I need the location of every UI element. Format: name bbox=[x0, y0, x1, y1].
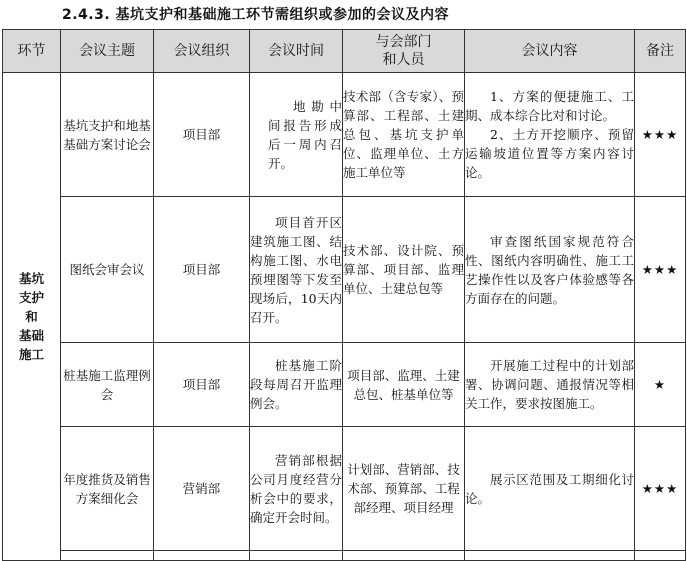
time-cell: 地勘中间报告形成后一周内召开。 bbox=[250, 73, 343, 197]
content-paragraph: 1、方案的便捷施工、工期、成本综合比对和讨论。 bbox=[465, 89, 634, 123]
header-topic: 会议主题 bbox=[61, 30, 154, 73]
content-paragraph: 2、土方开挖顺序、预留运输坡道位置等方案内容讨论。 bbox=[465, 127, 634, 180]
header-organizer: 会议组织 bbox=[154, 30, 250, 73]
header-content: 会议内容 bbox=[465, 30, 635, 73]
time-cell: 项目首开区建筑施工图、结构施工图、水电预埋图等下发至现场后，10天内召开。 bbox=[250, 197, 343, 343]
time-cell: 营销部根据公司月度经营分析会中的要求，确定开会时间。 bbox=[250, 427, 343, 551]
table-row bbox=[3, 343, 686, 427]
participants-cell: 技术部（含专家）、预算部、工程部、土建总包、基坑支护单位、监理单位、土方施工单位等 bbox=[343, 73, 465, 197]
empty-cell bbox=[154, 551, 250, 561]
participants-cell: 技术部、设计院、预算部、项目部、监理单位、土建总包等 bbox=[343, 197, 465, 343]
organizer-cell: 项目部 bbox=[154, 73, 250, 197]
topic-cell: 图纸会审会议 bbox=[61, 197, 154, 343]
importance-stars: ★★★ bbox=[635, 73, 686, 197]
header-participants: 与会部门 和人员 bbox=[343, 30, 465, 73]
topic-cell: 桩基施工监理例会 bbox=[61, 343, 154, 427]
content-cell: 展示区范围及工期细化讨论。 bbox=[465, 427, 635, 551]
meeting-table bbox=[2, 29, 686, 561]
importance-stars: ★ bbox=[635, 343, 686, 427]
table-row bbox=[3, 427, 686, 551]
empty-cell bbox=[61, 551, 154, 561]
time-cell: 桩基施工阶段每周召开监理例会。 bbox=[250, 343, 343, 427]
organizer-cell: 项目部 bbox=[154, 197, 250, 343]
participants-cell: 项目部、监理、土建总包、桩基单位等 bbox=[343, 343, 465, 427]
table-row bbox=[3, 197, 686, 343]
content-cell: 审查图纸国家规范符合性、图纸内容明确性、施工工艺操作性以及客户体验感等各方面存在的问题。 bbox=[465, 197, 635, 343]
content-cell: 开展施工过程中的计划部署、协调问题、通报情况等相关工作，要求按图施工。 bbox=[465, 343, 635, 427]
table-row bbox=[3, 551, 686, 561]
header-row bbox=[3, 30, 686, 73]
header-note: 备注 bbox=[635, 30, 686, 73]
organizer-cell: 项目部 bbox=[154, 343, 250, 427]
empty-cell bbox=[343, 551, 465, 561]
empty-cell bbox=[250, 551, 343, 561]
topic-cell: 年度推货及销售方案细化会 bbox=[61, 427, 154, 551]
header-stage: 环节 bbox=[3, 30, 61, 73]
empty-cell bbox=[635, 551, 686, 561]
participants-cell: 计划部、营销部、技术部、预算部、工程部经理、项目经理 bbox=[343, 427, 465, 551]
table-row bbox=[3, 73, 686, 197]
content-cell bbox=[465, 73, 635, 197]
organizer-cell: 营销部 bbox=[154, 427, 250, 551]
topic-cell: 基坑支护和地基基础方案讨论会 bbox=[61, 73, 154, 197]
section-heading: 2.4.3. 基坑支护和基础施工环节需组织或参加的会议及内容 bbox=[62, 7, 450, 23]
importance-stars: ★★★ bbox=[635, 197, 686, 343]
header-time: 会议时间 bbox=[250, 30, 343, 73]
stage-cell: 基坑 支护 和 基础 施工 bbox=[3, 73, 61, 561]
importance-stars: ★★★ bbox=[635, 427, 686, 551]
empty-cell bbox=[465, 551, 635, 561]
